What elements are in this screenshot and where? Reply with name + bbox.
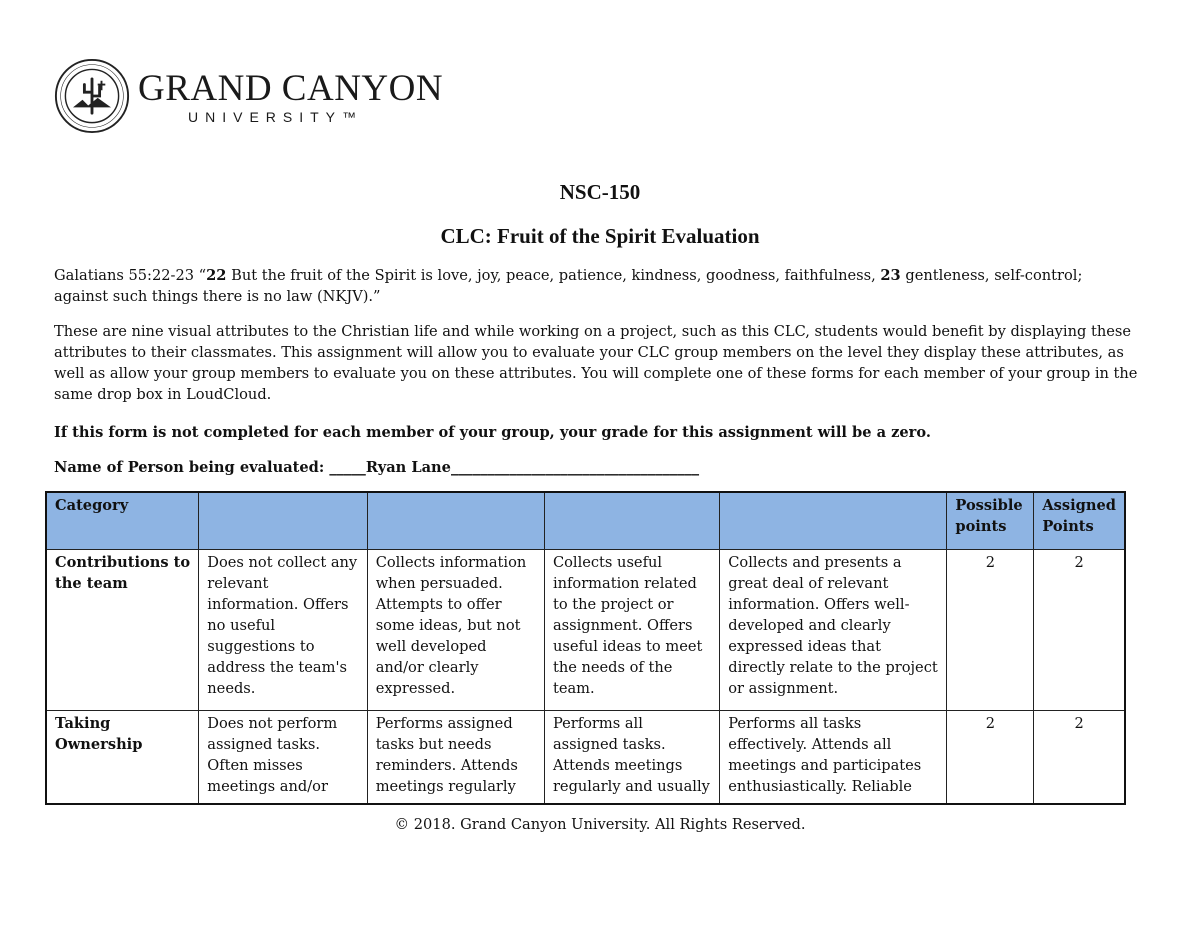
assigned-points-cell[interactable]: 2 [1034, 550, 1125, 711]
name-label: Name of Person being evaluated: [54, 459, 330, 476]
logo-title: GRAND CANYON [138, 68, 444, 109]
table-row [46, 550, 1125, 711]
level-cell: Collects and presents a great deal of relevant information. Offers well-developed and clearly expressed ideas that directly relate to the project or assignment. [720, 550, 947, 711]
level-cell: Performs assigned tasks but needs reminders. Attends meetings regularly [367, 711, 544, 805]
evaluation-rubric-table [45, 491, 1126, 805]
header-possible-points: Possible points [947, 492, 1034, 550]
verse-ref: Galatians 55:22-23 “ [54, 267, 207, 284]
copyright-footer: © 2018. Grand Canyon University. All Rights Reserved. [394, 816, 806, 833]
header-level-3 [544, 492, 719, 550]
level-cell: Does not perform assigned tasks. Often misses meetings and/or [199, 711, 367, 805]
assigned-points-cell[interactable]: 2 [1034, 711, 1125, 805]
verse-text-1: But the fruit of the Spirit is love, joy, peace, patience, kindness, goodness, faithfulness, [226, 267, 881, 284]
verse-num-23: 23 [880, 267, 901, 284]
table-header-row [46, 492, 1125, 550]
verse-paragraph [54, 265, 1140, 307]
verse-num-22: 22 [206, 267, 227, 284]
possible-points-cell: 2 [947, 711, 1034, 805]
level-cell: Performs all assigned tasks. Attends meetings regularly and usually [544, 711, 719, 805]
warning-text: If this form is not completed for each member of your group, your grade for this assignment will be a zero. [54, 424, 931, 441]
row-category: Contributions to the team [46, 550, 199, 711]
header-level-4 [720, 492, 947, 550]
level-cell: Performs all tasks effectively. Attends all meetings and participates enthusiastically. Reliable [720, 711, 947, 805]
evaluated-name: _____Ryan Lane__________________________________ [329, 459, 700, 476]
header-level-2 [367, 492, 544, 550]
name-line [54, 457, 1140, 478]
level-cell: Collects information when persuaded. Attempts to offer some ideas, but not well developed and/or clearly expressed. [367, 550, 544, 711]
university-seal-icon [54, 58, 130, 134]
gcu-logo [54, 55, 443, 137]
header-assigned-points: Assigned Points [1034, 492, 1125, 550]
header-level-1 [199, 492, 367, 550]
course-code: NSC-150 [559, 180, 641, 204]
possible-points-cell: 2 [947, 550, 1034, 711]
row-category: Taking Ownership [46, 711, 199, 805]
header-category: Category [46, 492, 199, 550]
logo-subtitle: UNIVERSITY™ [188, 109, 364, 125]
document-title: CLC: Fruit of the Spirit Evaluation [440, 224, 760, 248]
table-row [46, 711, 1125, 805]
level-cell: Does not collect any relevant information. Offers no useful suggestions to address the team's needs. [199, 550, 367, 711]
level-cell: Collects useful information related to the project or assignment. Offers useful ideas to meet the needs of the team. [544, 550, 719, 711]
verse-text-2: gentleness, self-control; against such things there is no law (NKJV).” [54, 267, 1083, 305]
intro-paragraph: These are nine visual attributes to the Christian life and while working on a project, such as this CLC, students would benefit by displaying these attributes to their classmates. This assignment will allow you to evaluate your CLC group members on the level they display these attributes, as well as allow your group members to evaluate you on these attributes. You will complete one of these forms for each member of your group in the same drop box in LoudCloud. [54, 323, 1138, 403]
